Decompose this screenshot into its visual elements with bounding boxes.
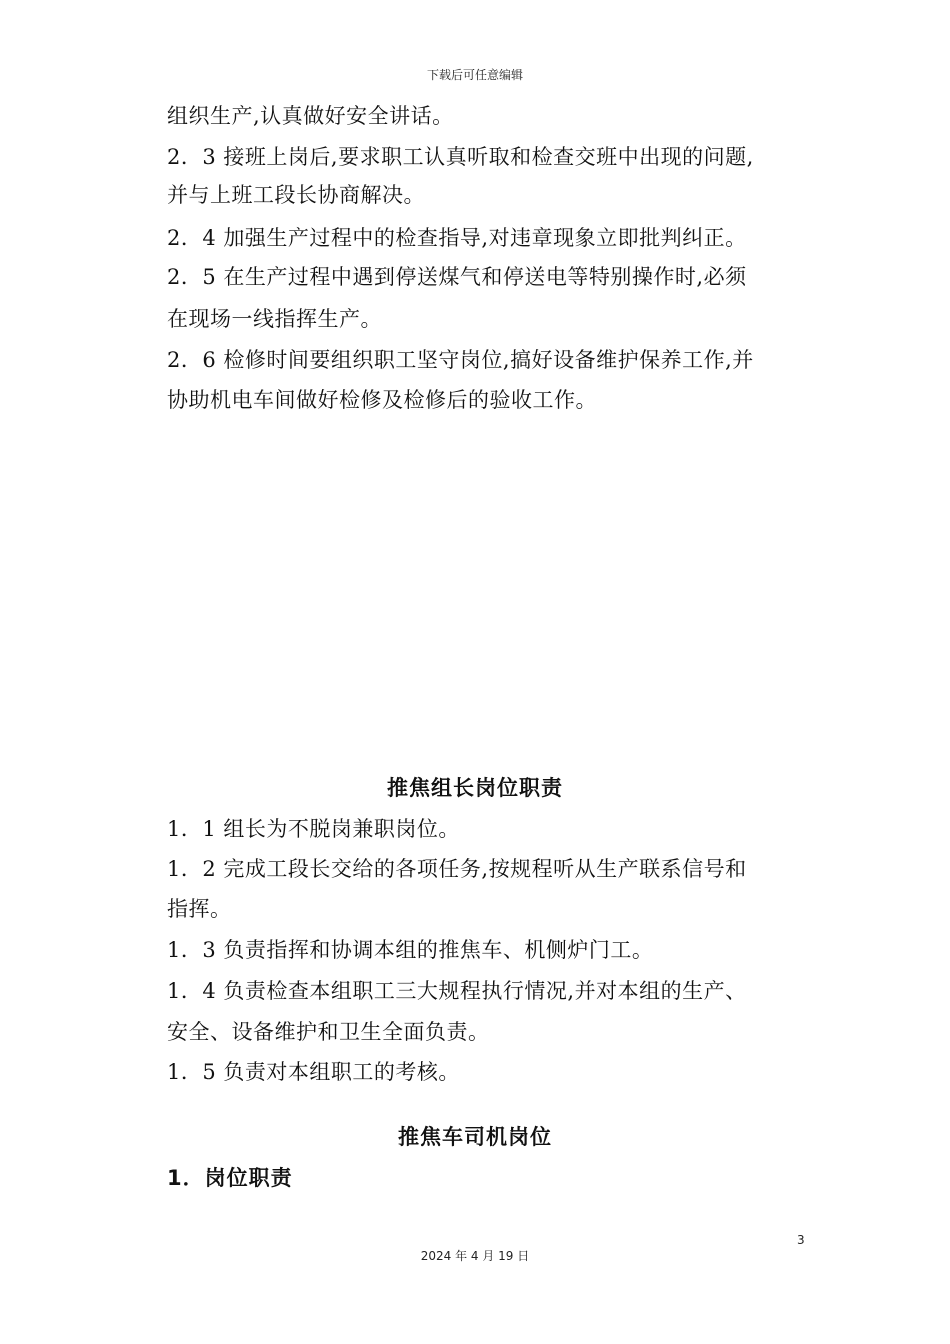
paragraph-line: 1．5 负责对本组职工的考核。 [167,1060,460,1084]
footer-date: 2024 年 4 月 19 日 [420,1249,530,1263]
section-title: 推焦组长岗位职责 [387,776,563,800]
paragraph-line: 在现场一线指挥生产。 [167,307,382,331]
paragraph-line: 1．1 组长为不脱岗兼职岗位。 [167,817,460,841]
paragraph-line: 1．4 负责检查本组职工三大规程执行情况,并对本组的生产、 [167,979,747,1003]
paragraph-line: 组织生产,认真做好安全讲话。 [167,104,454,128]
paragraph-line: 2．3 接班上岗后,要求职工认真听取和检查交班中出现的问题, [167,145,754,169]
paragraph-line: 2．5 在生产过程中遇到停送煤气和停送电等特别操作时,必须 [167,265,747,289]
paragraph-line: 2．4 加强生产过程中的检查指导,对违章现象立即批判纠正。 [167,226,747,250]
paragraph-line: 协助机电车间做好检修及检修后的验收工作。 [167,388,597,412]
paragraph-line: 并与上班工段长协商解决。 [167,183,425,207]
paragraph-line: 2．6 检修时间要组织职工坚守岗位,搞好设备维护保养工作,并 [167,348,754,372]
section-title: 推焦车司机岗位 [398,1125,552,1149]
paragraph-line: 指挥。 [167,897,232,921]
header-note: 下载后可任意编辑 [426,68,523,82]
page-number: 3 [797,1233,805,1247]
paragraph-line: 1．2 完成工段长交给的各项任务,按规程听从生产联系信号和 [167,857,747,881]
paragraph-line: 安全、设备维护和卫生全面负责。 [167,1020,490,1044]
paragraph-line: 1．3 负责指挥和协调本组的推焦车、机侧炉门工。 [167,938,654,962]
section-subtitle: 1．岗位职责 [167,1166,293,1190]
